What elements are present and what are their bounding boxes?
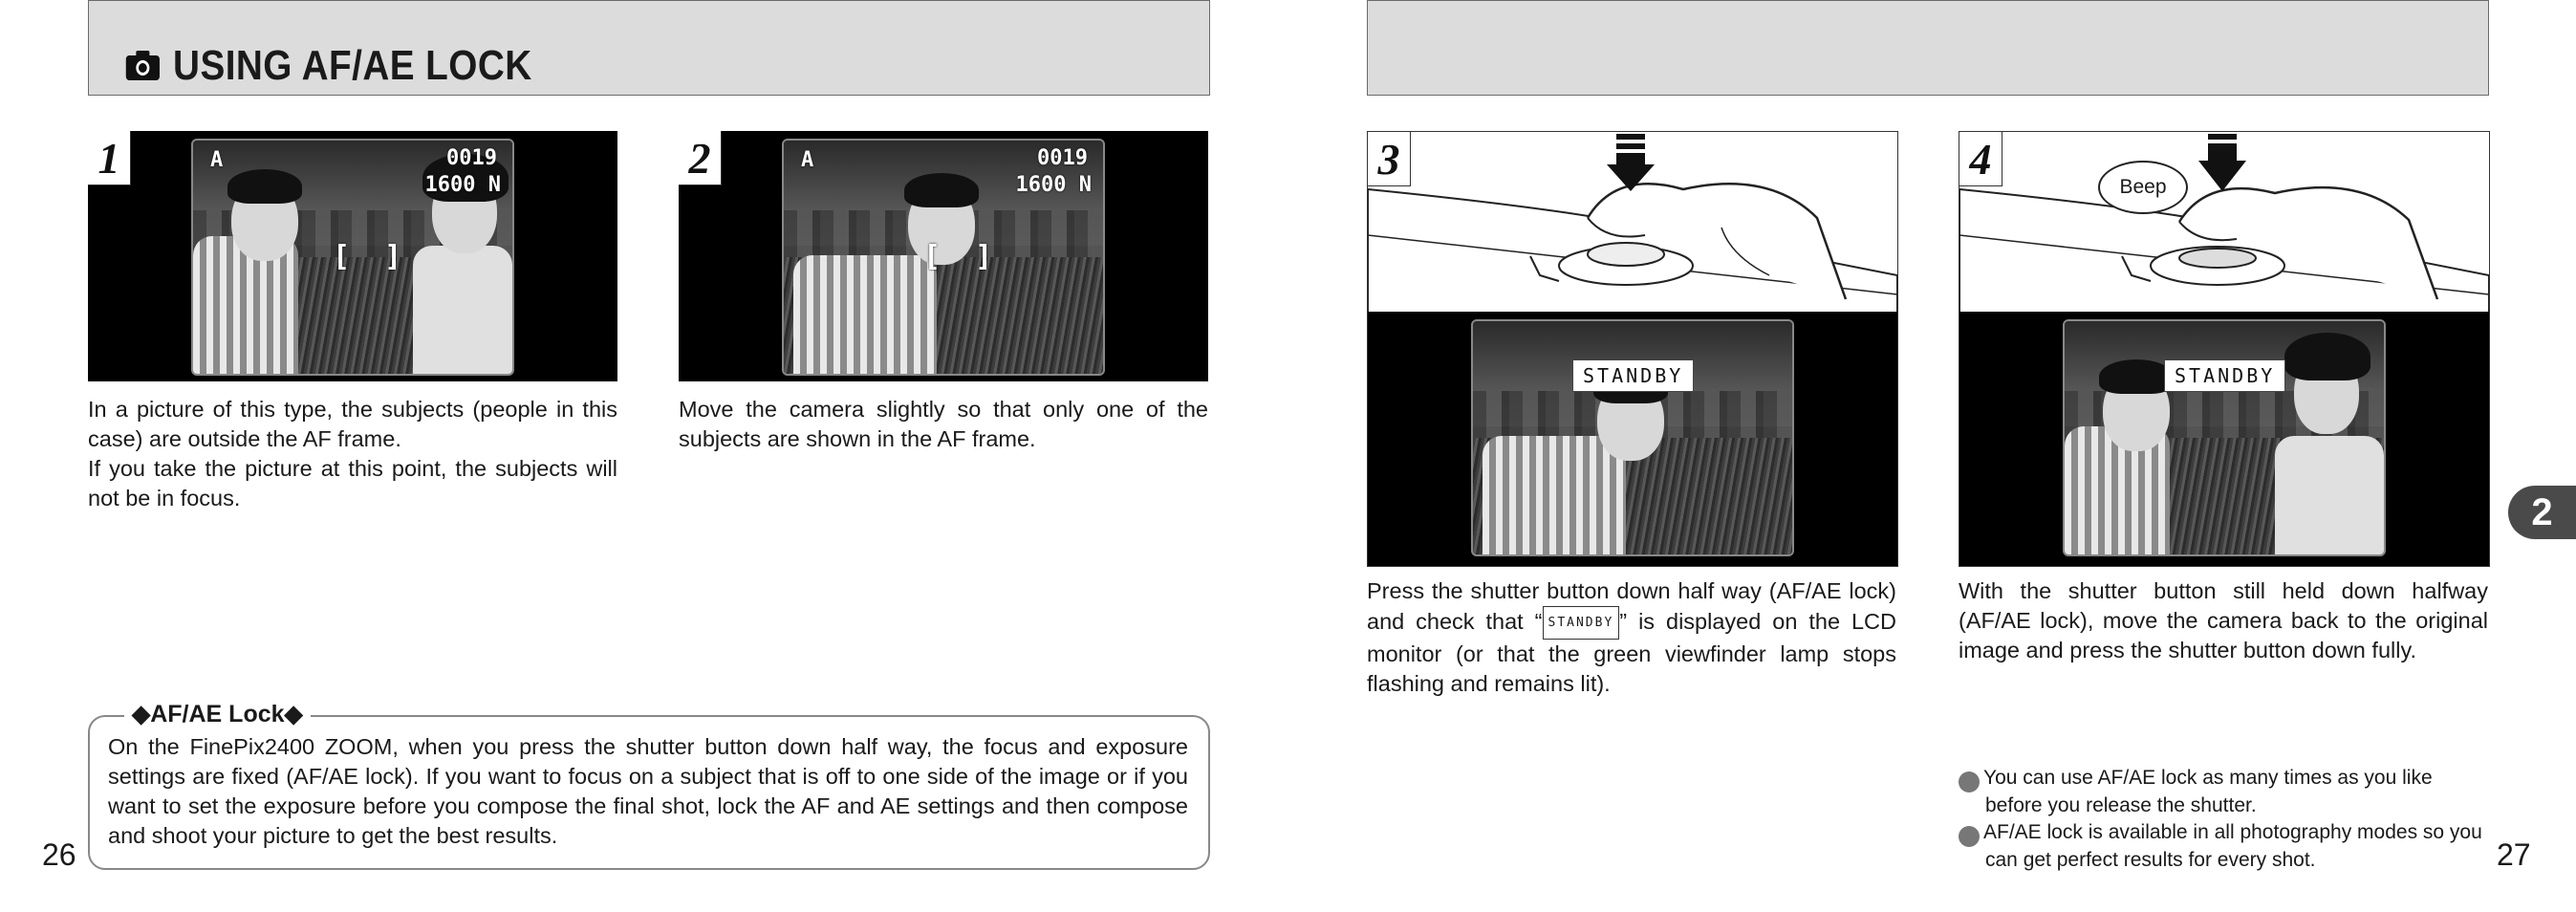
caution-list [1953, 765, 2488, 874]
page-number-left: 26 [42, 837, 76, 872]
step-4-lcd-panel [1959, 312, 2489, 566]
note-title: ◆AF/AE Lock◆ [124, 700, 311, 728]
page-title [124, 42, 532, 90]
caution-text: AF/AE lock is available in all photography modes so you can get perfect results for every shot. [1983, 821, 2482, 871]
step-2-mode: A [801, 148, 814, 172]
step-2-quality: 1600 N [1015, 173, 1092, 197]
step-2-frame-count: 0019 [1037, 146, 1088, 170]
press-down-arrow-icon [2198, 134, 2246, 193]
page-number-right: 27 [2497, 837, 2531, 872]
note-text: On the FinePix2400 ZOOM, when you press the shutter button down half way, the focus and exposure settings are fixed (AF/AE lock). If you want to focus on a subject that is off to one side of the image or if you want to set the exposure before you compose the final shot, lock the AF and AE settings and then compose and shoot your picture to get the best results. [108, 734, 1188, 848]
press-down-arrow-icon [1607, 134, 1655, 193]
caution-icon: ! [1959, 826, 1980, 847]
chapter-tab [2508, 486, 2576, 539]
step-1-frame-count: 0019 [446, 146, 497, 170]
af-frame: [ ] [333, 240, 402, 273]
step-3-inline-standby: STANDBY [1543, 606, 1620, 640]
step-1-text-part-2: If you take the picture at this point, the subjects will not be in focus. [88, 456, 617, 510]
step-4-standby-label: STANDBY [2164, 359, 2285, 392]
step-3-number: 3 [1368, 132, 1411, 186]
step-2-photo [679, 131, 1208, 381]
step-1-text-part-1: In a picture of this type, the subjects (people in this case) are outside the AF frame. [88, 397, 617, 451]
page-title-text: USING AF/AE LOCK [173, 42, 532, 89]
chapter-tab-number: 2 [2531, 490, 2553, 533]
step-3-lcd-panel [1368, 312, 1897, 566]
step-3-text-before: Press the shutter button down half way (AF/AE lock) and check that “ [1367, 578, 1896, 634]
step-1-number: 1 [88, 131, 131, 185]
camera-icon [124, 50, 162, 82]
step-4-lcd [2063, 319, 2386, 556]
step-1-text [88, 395, 617, 513]
caution-icon: ! [1959, 771, 1980, 793]
beep-bubble [2098, 161, 2188, 214]
step-4-text: With the shutter button still held down halfway (AF/AE lock), move the camera back to the original image and press the shutter button down fully. [1959, 578, 2488, 662]
step-1-lcd [191, 139, 514, 376]
caution-text: You can use AF/AE lock as many times as you like before you release the shutter. [1983, 767, 2433, 816]
caution-item [1953, 819, 2488, 874]
right-header-bar [1367, 0, 2489, 96]
step-2-text: Move the camera slightly so that only one of the subjects are shown in the AF frame. [679, 397, 1208, 451]
step-3-lcd [1471, 319, 1794, 556]
step-3-text-after: ” is displayed on the LCD monitor (or that the green viewfinder lamp stops flashing and remains lit). [1367, 609, 1896, 696]
step-2-number: 2 [679, 131, 722, 185]
af-frame: [ ] [923, 240, 993, 273]
step-1-photo [88, 131, 617, 381]
step-1-mode: A [210, 148, 224, 172]
step-3-standby-label: STANDBY [1572, 359, 1694, 392]
caution-item [1953, 765, 2488, 819]
beep-label: Beep [2119, 176, 2167, 198]
step-1-quality: 1600 N [424, 173, 501, 197]
step-3-illustration [1367, 131, 1898, 567]
step-4-illustration [1959, 131, 2490, 567]
step-4-number: 4 [1959, 132, 2002, 186]
step-3-text [1367, 576, 1896, 699]
step-2-lcd [782, 139, 1105, 376]
